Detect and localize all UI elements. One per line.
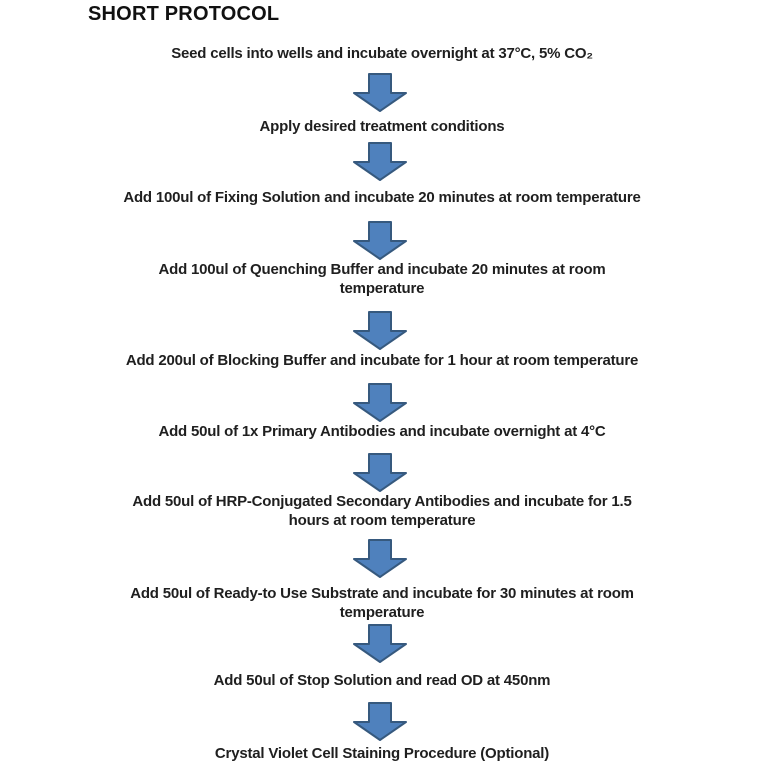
protocol-step-9 [0,671,764,690]
protocol-step-5 [0,351,764,370]
step-text: temperature [339,604,425,621]
protocol-step-2 [0,117,764,136]
protocol-step-10 [0,744,764,763]
page-title: SHORT PROTOCOL [88,3,280,25]
step-text: Add 50ul of HRP-Conjugated Secondary Antibodies and incubate for 1.5 [132,493,632,510]
down-block-arrow-icon [352,221,408,261]
down-block-arrow-icon [352,624,408,664]
down-block-arrow-icon [352,311,408,351]
down-block-arrow-icon [352,383,408,423]
down-block-arrow-icon [352,453,408,493]
protocol-step-8 [0,584,764,622]
step-text: Add 50ul of Stop Solution and read OD at 450nm [213,672,551,689]
down-block-arrow-icon [352,702,408,742]
protocol-step-4 [0,260,764,298]
step-text: hours at room temperature [288,512,476,529]
down-block-arrow-icon [352,142,408,182]
protocol-step-1 [0,44,764,63]
step-text: Add 50ul of 1x Primary Antibodies and incubate overnight at 4°C [158,423,606,440]
step-text: temperature [339,280,425,297]
step-text: Add 50ul of Ready-to Use Substrate and incubate for 30 minutes at room [130,585,634,602]
step-text: Crystal Violet Cell Staining Procedure (Optional) [214,745,550,762]
step-text: Add 200ul of Blocking Buffer and incubate for 1 hour at room temperature [125,352,639,369]
protocol-step-7 [0,492,764,530]
step-text: Seed cells into wells and incubate overnight at 37°C, 5% CO₂ [171,45,593,62]
step-text: Add 100ul of Quenching Buffer and incubate 20 minutes at room [158,261,606,278]
protocol-step-6 [0,422,764,441]
protocol-step-3 [0,188,764,207]
down-block-arrow-icon [352,539,408,579]
step-text: Apply desired treatment conditions [259,118,505,135]
step-text: Add 100ul of Fixing Solution and incubate 20 minutes at room temperature [123,189,641,206]
down-block-arrow-icon [352,73,408,113]
